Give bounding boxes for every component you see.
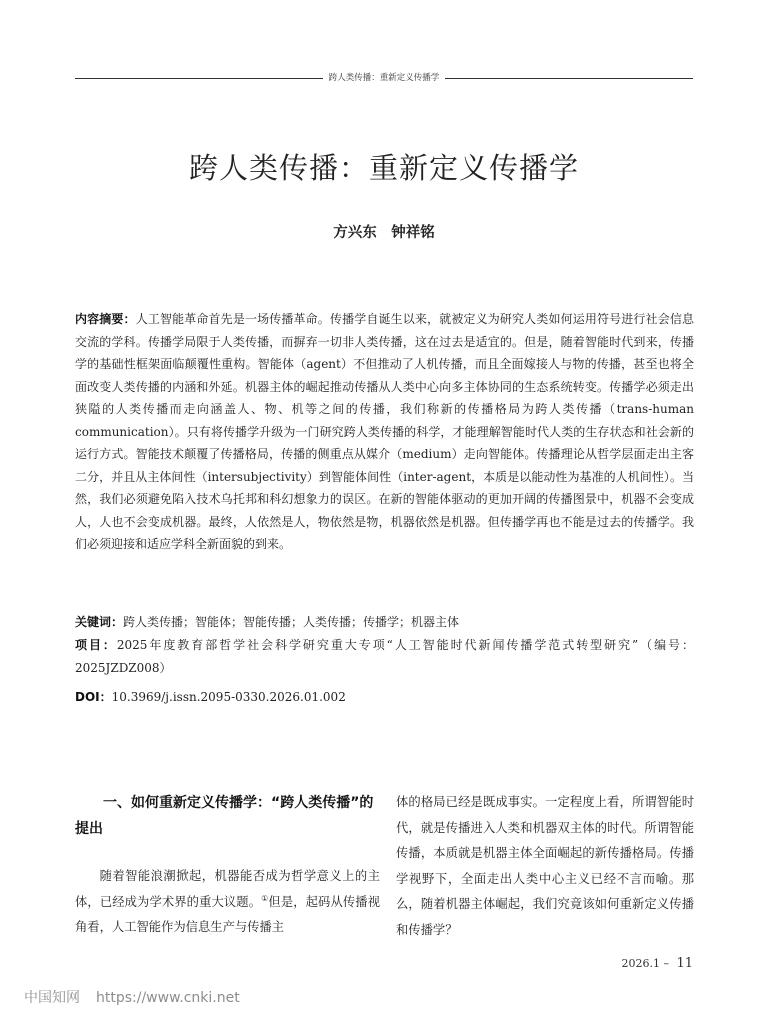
keywords bbox=[75, 611, 694, 634]
body-column-right bbox=[396, 790, 694, 943]
issue-number: 2026.1 bbox=[621, 957, 660, 970]
doi-link[interactable]: 10.3969/j.issn.2095-0330.2026.01.002 bbox=[111, 690, 346, 704]
doi bbox=[75, 686, 694, 709]
keywords-text: 跨人类传播；智能体；智能传播；人类传播；传播学；机器主体 bbox=[123, 615, 460, 629]
abstract bbox=[75, 308, 694, 556]
body-column-left bbox=[75, 790, 380, 941]
body-paragraph-text-2: 但是，起码从传播视角看，人工智能作为信息生产与传播主 bbox=[75, 894, 380, 934]
body-paragraph-text-1: 随着智能浪潮掀起，机器能否成为哲学意义上的主体，已经成为学术界的重大议题。 bbox=[75, 869, 380, 909]
footnote-mark[interactable]: ① bbox=[261, 893, 269, 903]
body-paragraph bbox=[75, 864, 380, 941]
doi-label: DOI： bbox=[75, 690, 112, 704]
running-header bbox=[75, 68, 693, 88]
project-text: 2025年度教育部哲学社会科学研究重大专项“人工智能时代新闻传播学范式转型研究”（编号：2025JZDZ008） bbox=[75, 638, 694, 675]
folio-separator: – bbox=[663, 957, 669, 970]
abstract-label: 内容摘要： bbox=[75, 312, 136, 326]
article-authors: 方兴东 钟祥铭 bbox=[333, 224, 435, 241]
project-info bbox=[75, 634, 694, 679]
article-title: 跨人类传播：重新定义传播学 bbox=[188, 151, 579, 185]
body-paragraph-continued: 体的格局已经是既成事实。一定程度上看，所谓智能时代，就是传播进入人类和机器双主体的时代。所谓智能传播，本质就是机器主体全面崛起的新传播格局。传播学视野下，全面走出人类中心主义已经不言而喻。那么，随着机器主体崛起，我们究竟该如何重新定义传播和传播学？ bbox=[396, 795, 694, 937]
section-heading: 一、如何重新定义传播学：“跨人类传播”的提出 bbox=[75, 795, 374, 837]
abstract-text: 人工智能革命首先是一场传播革命。传播学自诞生以来，就被定义为研究人类如何运用符号进行社会信息交流的学科。传播学局限于人类传播，而摒弃一切非人类传播，这在过去是适宜的。但是，随着智能时代到来，传播学的基础性框架面临颠覆性重构。智能体（agent）不但推动了人机传播，而且全面嫁接人与物的传播，甚至也将全面改变人类传播的内涵和外延。机器主体的崛起推动传播从人类中心向多主体协同的生态系统转变。传播学必须走出狭隘的人类传播而走向涵盖人、物、机等之间的传播，我们称新的传播格局为跨人类传播（trans-human communication）。只有将传播学升级为一门研究跨人类传播的科学，才能理解智能时代人类的生存状态和社会新的运行方式。智能技术颠覆了传播格局，传播的侧重点从媒介（medium）走向智能体。传播理论从哲学层面走出主客二分，并且从主体间性（intersubjectivity）到智能体间性（inter-agent，本质是以能动性为基准的人机间性）。当然，我们必须避免陷入技术乌托邦和科幻想象力的误区。在新的智能体驱动的更加开阔的传播图景中，机器不会变成人，人也不会变成机器。最终，人依然是人，物依然是物，机器依然是机器。但传播学再也不能是过去的传播学。我们必须迎接和适应学科全新面貌的到来。 bbox=[75, 312, 694, 551]
page-folio bbox=[621, 956, 693, 971]
watermark-brand: 中国知网 bbox=[24, 990, 80, 1006]
cnki-watermark bbox=[24, 987, 240, 1007]
header-rule-right bbox=[445, 78, 693, 79]
page-number: 11 bbox=[676, 956, 693, 971]
watermark-url[interactable]: https://www.cnki.net bbox=[96, 990, 240, 1006]
project-label: 项目： bbox=[75, 638, 117, 652]
running-title: 跨人类传播：重新定义传播学 bbox=[328, 73, 440, 83]
keywords-label: 关键词： bbox=[75, 615, 124, 629]
